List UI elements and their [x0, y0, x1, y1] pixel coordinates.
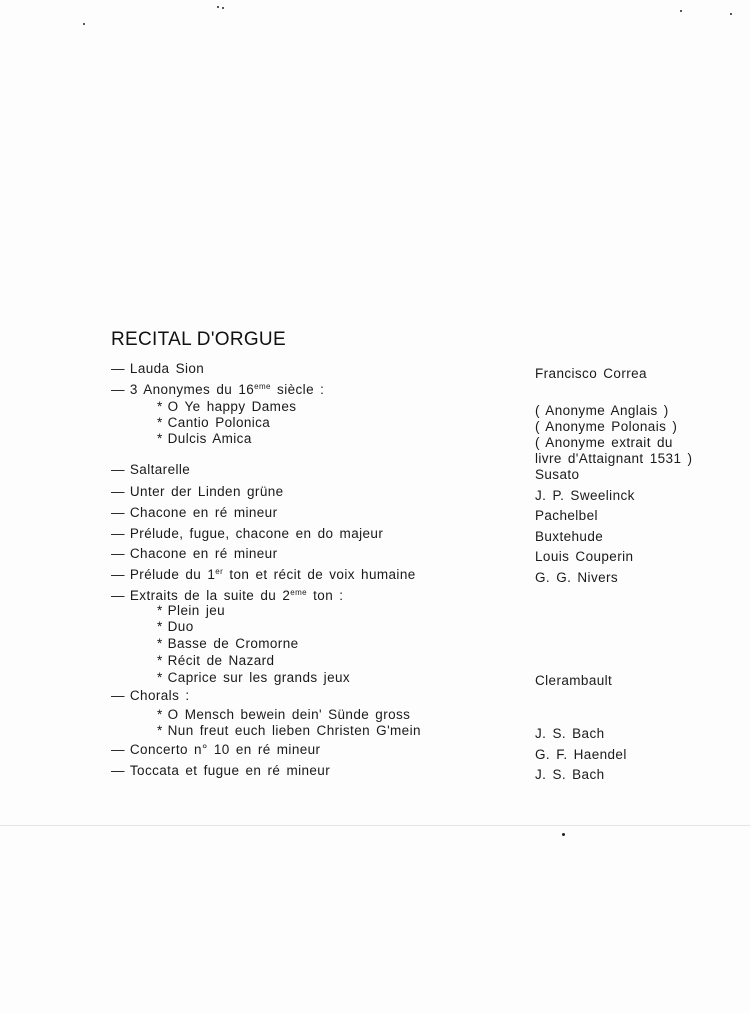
dash: — — [111, 505, 125, 520]
dash: — — [111, 546, 125, 561]
scan-speck — [83, 23, 85, 25]
program-subitem: * Récit de Nazard — [157, 653, 275, 668]
composer: livre d'Attaignant 1531 ) — [535, 451, 693, 466]
scan-speck — [562, 833, 565, 836]
scan-speck — [680, 10, 682, 12]
program-item: — Chacone en ré mineur — [111, 546, 278, 561]
dash: — — [111, 688, 125, 703]
program-item: — Prélude, fugue, chacone en do majeur — [111, 526, 384, 541]
composer: G. F. Haendel — [535, 747, 627, 762]
composer: Louis Couperin — [535, 549, 634, 564]
program-subitem: * Cantio Polonica — [157, 415, 271, 430]
composer: Pachelbel — [535, 508, 598, 523]
composer: ( Anonyme extrait du — [535, 435, 673, 450]
dash: — — [111, 742, 125, 757]
bullet: * — [157, 399, 163, 414]
composer: G. G. Nivers — [535, 570, 619, 585]
bullet: * — [157, 619, 163, 634]
program-item: — Chorals : — [111, 688, 190, 703]
program-item: — Unter der Linden grüne — [111, 484, 284, 499]
bullet: * — [157, 603, 163, 618]
bullet: * — [157, 653, 163, 668]
composer: ( Anonyme Anglais ) — [535, 403, 669, 418]
bullet: * — [157, 723, 163, 738]
scan-speck — [730, 13, 732, 15]
program-item: — Toccata et fugue en ré mineur — [111, 763, 331, 778]
program-item: — 3 Anonymes du 16eme siècle : — [111, 382, 325, 397]
dash: — — [111, 526, 125, 541]
program-item: — Concerto n° 10 en ré mineur — [111, 742, 321, 757]
scan-line — [0, 825, 750, 826]
program-item: — Prélude du 1er ton et récit de voix humaine — [111, 567, 416, 582]
dash: — — [111, 484, 125, 499]
program-subitem: * O Mensch bewein dein' Sünde gross — [157, 707, 411, 722]
composer: Francisco Correa — [535, 366, 647, 381]
program-subitem: * Nun freut euch lieben Christen G'mein — [157, 723, 421, 738]
bullet: * — [157, 707, 163, 722]
dash: — — [111, 763, 125, 778]
bullet: * — [157, 670, 163, 685]
dash: — — [111, 382, 125, 397]
program-subitem: * Plein jeu — [157, 603, 226, 618]
program-subitem: * O Ye happy Dames — [157, 399, 297, 414]
recital-title: RECITAL D'ORGUE — [111, 329, 286, 350]
program-item: — Chacone en ré mineur — [111, 505, 278, 520]
composer: ( Anonyme Polonais ) — [535, 419, 678, 434]
composer: J. S. Bach — [535, 767, 605, 782]
dash: — — [111, 588, 125, 603]
composer: J. S. Bach — [535, 726, 605, 741]
bullet: * — [157, 415, 163, 430]
composer: Susato — [535, 467, 580, 482]
bullet: * — [157, 431, 163, 446]
composer: J. P. Sweelinck — [535, 488, 635, 503]
program-subitem: * Dulcis Amica — [157, 431, 252, 446]
composer: Clerambault — [535, 673, 613, 688]
program-item: — Saltarelle — [111, 462, 191, 477]
program-subitem: * Duo — [157, 619, 194, 634]
dash: — — [111, 462, 125, 477]
program-item: — Lauda Sion — [111, 361, 205, 376]
scan-speck — [222, 7, 224, 9]
bullet: * — [157, 636, 163, 651]
scan-speck — [217, 6, 219, 8]
dash: — — [111, 361, 125, 376]
program-subitem: * Caprice sur les grands jeux — [157, 670, 351, 685]
program-item: — Extraits de la suite du 2eme ton : — [111, 588, 344, 603]
composer: Buxtehude — [535, 529, 604, 544]
dash: — — [111, 567, 125, 582]
program-subitem: * Basse de Cromorne — [157, 636, 299, 651]
